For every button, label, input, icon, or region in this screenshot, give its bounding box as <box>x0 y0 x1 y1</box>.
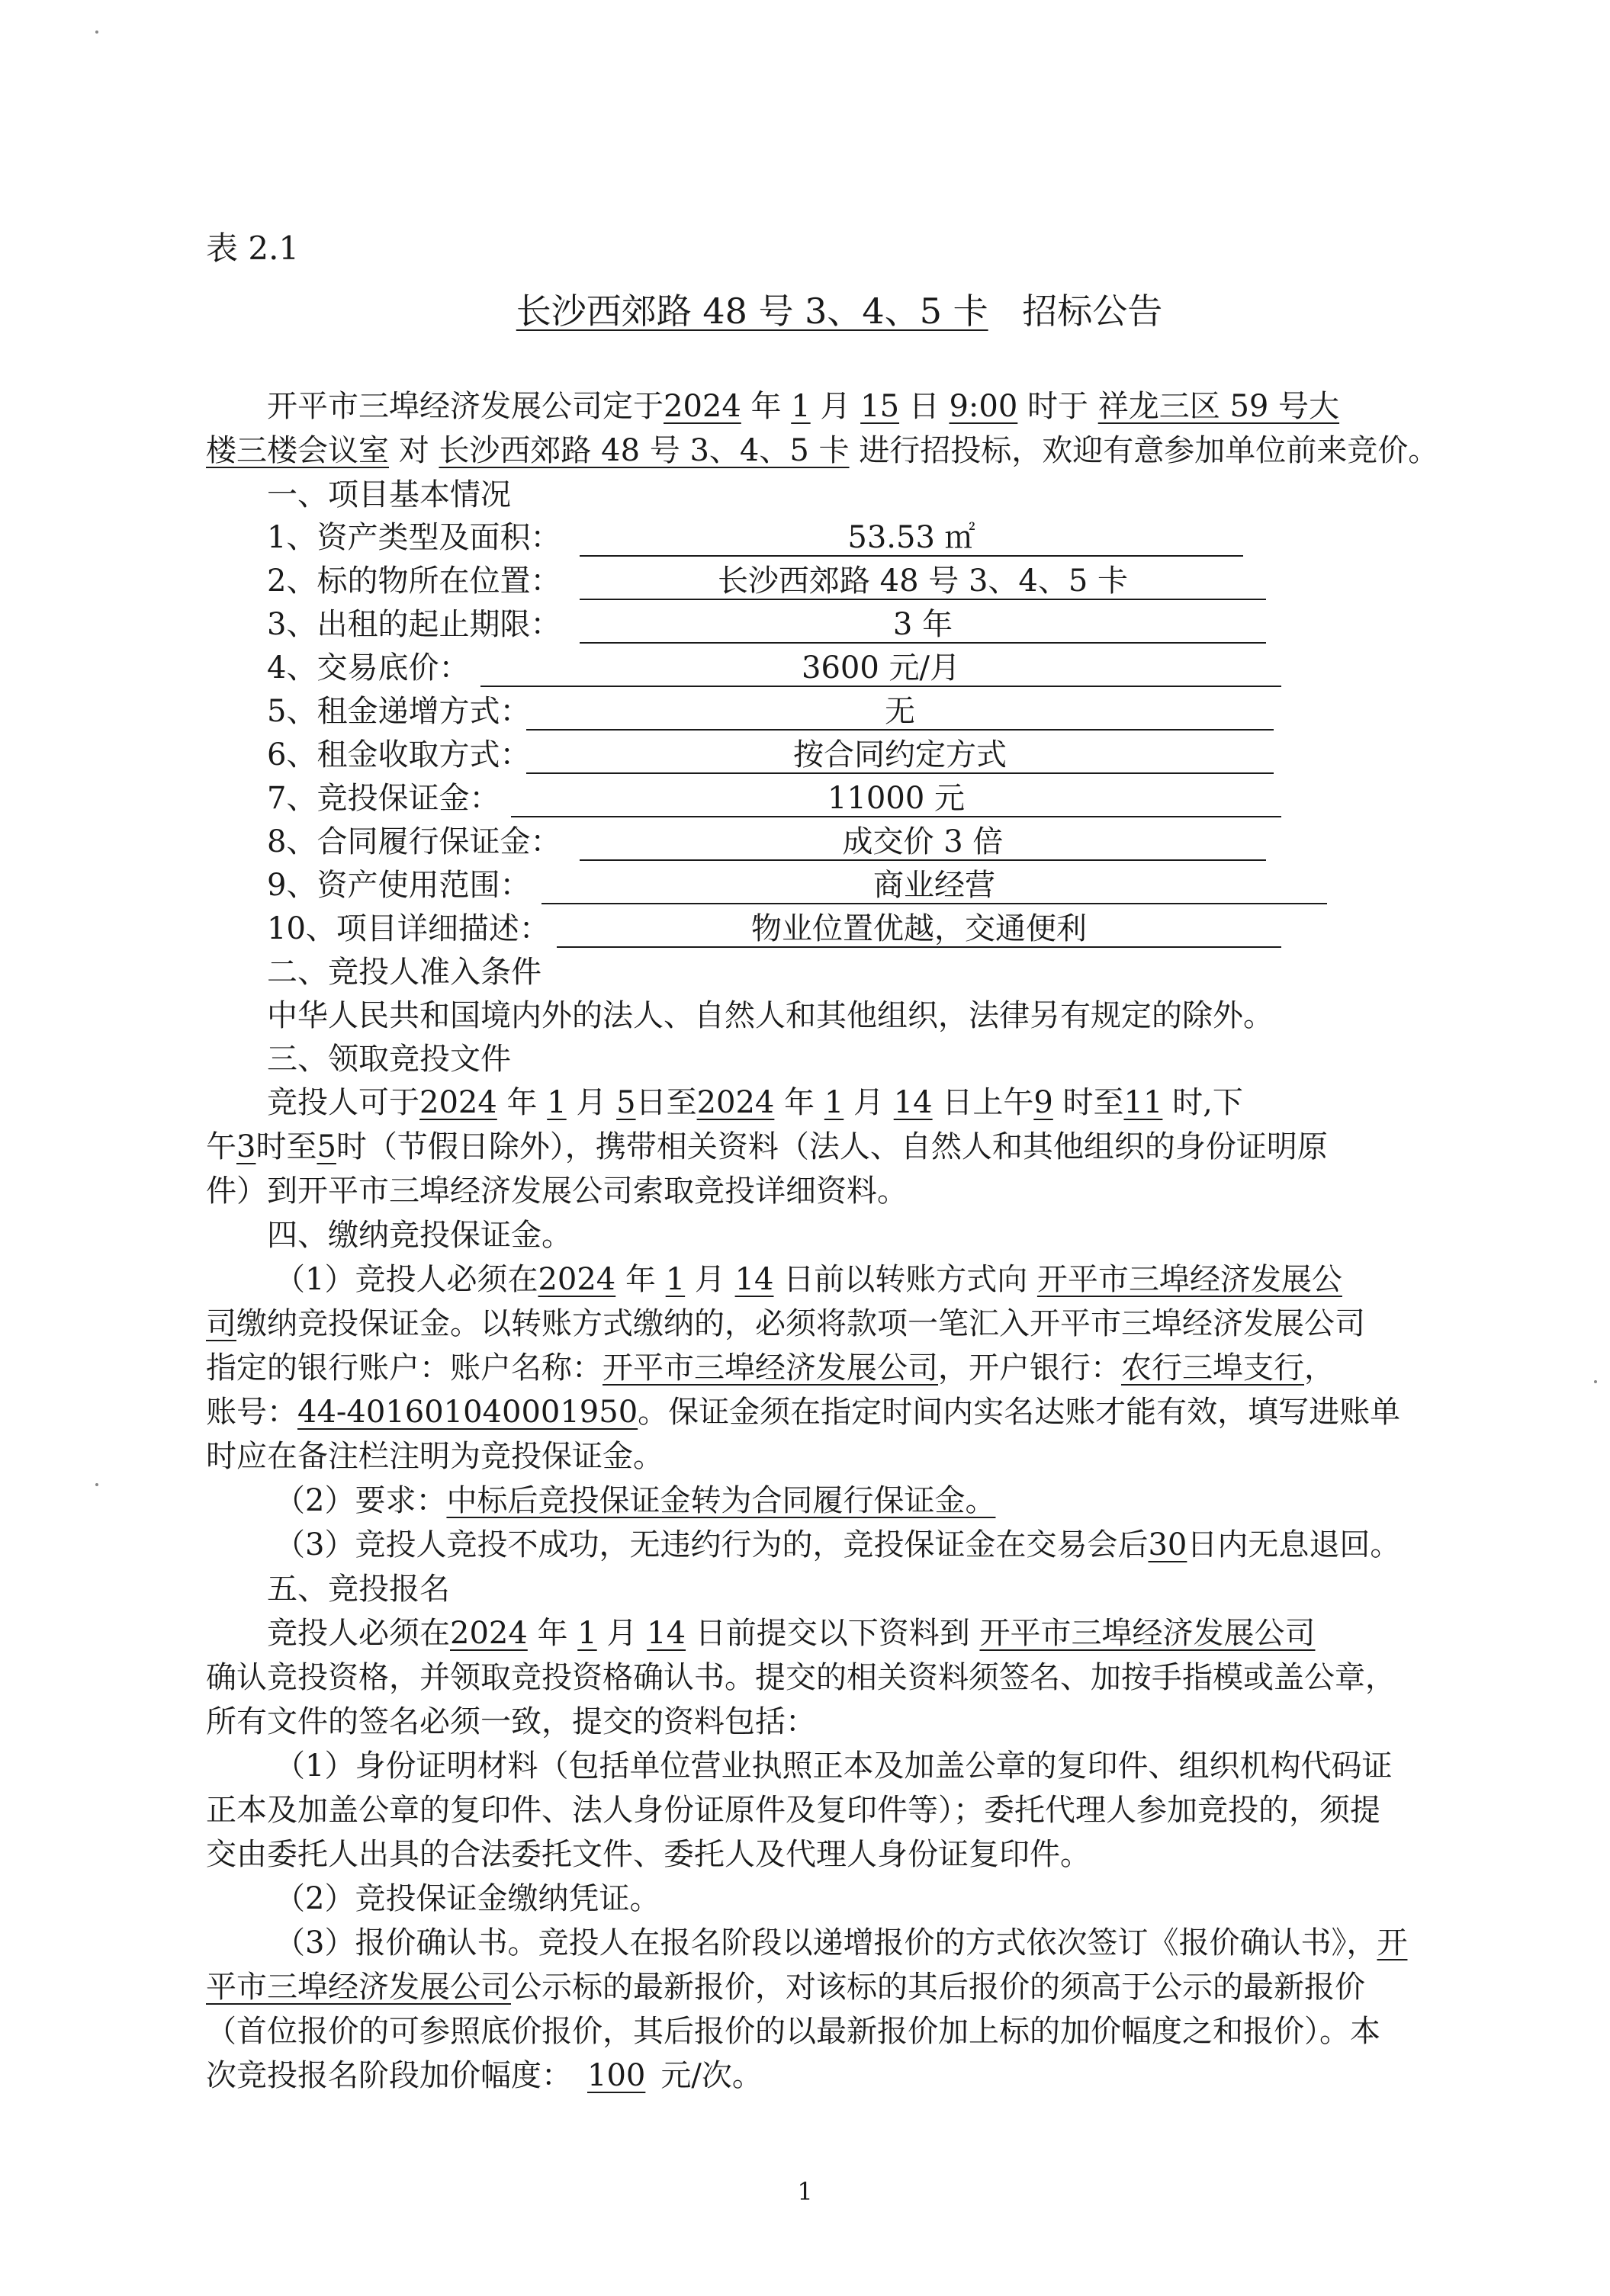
sec4-account-name: 开平市三埠经济发展公司 <box>603 1350 938 1386</box>
sec3-text: 年 <box>506 1085 538 1120</box>
info-row <box>267 734 1472 776</box>
intro-t: 时于 <box>1027 389 1089 424</box>
info-value: 长沙西郊路 48 号 3、4、5 卡 <box>580 564 1266 600</box>
sec5-text: 元/次。 <box>660 2058 763 2093</box>
intro-time: 9:00 <box>949 389 1018 424</box>
section-4-line-5: 时应在备注栏注明为竞投保证金。 <box>206 1439 664 1474</box>
sec3-text: 时至 <box>255 1129 317 1164</box>
section-5-line-4: （1）身份证明材料（包括单位营业执照正本及加盖公章的复印件、组织机构代码证 <box>275 1748 1393 1784</box>
sec4-text: ， <box>1304 1350 1335 1386</box>
section-5-heading: 五、竞投报名 <box>267 1572 450 1607</box>
scan-speck <box>95 1483 98 1486</box>
info-row <box>267 820 1472 863</box>
sec4-value: 14 <box>734 1262 774 1297</box>
info-value: 无 <box>526 694 1274 731</box>
sec4-bank: 农行三埠支行 <box>1121 1350 1304 1386</box>
sec3-value: 1 <box>824 1085 844 1120</box>
info-label: 5、租金递增方式： <box>267 694 531 729</box>
intro-place: 祥龙三区 59 号大 <box>1097 389 1340 424</box>
info-value: 3600 元/月 <box>480 650 1281 687</box>
section-4-heading: 四、缴纳竞投保证金。 <box>267 1218 572 1253</box>
info-row <box>267 777 1472 820</box>
sec4-account-number: 44-401601040001950 <box>297 1395 638 1430</box>
sec5-text: 日前提交以下资料到 <box>695 1616 970 1651</box>
sec3-text: 月 <box>576 1085 607 1120</box>
section-5-line-1 <box>267 1612 1472 1655</box>
info-label: 10、项目详细描述： <box>267 911 550 946</box>
info-label: 1、资产类型及面积： <box>267 520 561 555</box>
title-suffix: 招标公告 <box>1022 291 1163 332</box>
sec5-value: 14 <box>647 1616 686 1651</box>
section-3-line-1 <box>267 1081 1472 1124</box>
info-row <box>267 690 1472 733</box>
section-2-text: 中华人民共和国境内外的法人、自然人和其他组织，法律另有规定的除外。 <box>267 998 1274 1033</box>
intro-month: 1 <box>791 389 811 424</box>
section-3-line-2 <box>206 1126 1472 1168</box>
info-label: 9、资产使用范围： <box>267 868 531 903</box>
sec4-text: 月 <box>694 1262 725 1297</box>
section-5-line-6: 交由委托人出具的合法委托文件、委托人及代理人身份证复印件。 <box>206 1837 1091 1872</box>
title-project: 长沙西郊路 48 号 3、4、5 卡 <box>516 291 988 332</box>
sec3-text: 年 <box>784 1085 815 1120</box>
section-3-heading: 三、领取竞投文件 <box>267 1042 511 1077</box>
section-4-line-2 <box>206 1302 1472 1345</box>
sec4-value: 中标后竞投保证金转为合同履行保证金。 <box>446 1483 996 1518</box>
sec4-text: 年 <box>625 1262 656 1297</box>
section-5-line-8 <box>275 1922 1472 1964</box>
info-row <box>267 647 1472 689</box>
info-row <box>267 864 1472 907</box>
sec4-text: ，开户银行： <box>938 1350 1121 1386</box>
sec5-value: 100 <box>587 2058 646 2093</box>
info-label: 4、交易底价： <box>267 650 470 686</box>
sec4-text: （3）竞投人竞投不成功，无违约行为的，竞投保证金在交易会后 <box>275 1527 1149 1562</box>
section-5-line-9 <box>206 1966 1472 2009</box>
sec5-text: 年 <box>537 1616 568 1651</box>
sec4-text: 账号： <box>206 1395 297 1430</box>
info-value: 按合同约定方式 <box>526 737 1274 774</box>
intro-end: 进行招投标，欢迎有意参加单位前来竞价。 <box>859 433 1439 468</box>
section-1-heading: 一、项目基本情况 <box>267 477 511 512</box>
section-5-line-3: 所有文件的签名必须一致，提交的资料包括： <box>206 1704 816 1739</box>
section-5-line-7: （2）竞投保证金缴纳凭证。 <box>275 1881 660 1916</box>
sec3-value: 1 <box>547 1085 567 1120</box>
sec3-text: 时（节假日除外），携带相关资料（法人、自然人和其他组织的身份证明原 <box>336 1129 1328 1164</box>
section-5-line-5: 正本及加盖公章的复印件、法人身份证原件及复印件等）；委托代理人参加竞投的，须提 <box>206 1793 1380 1828</box>
intro-place: 楼三楼会议室 <box>206 433 389 468</box>
sec3-value: 2024 <box>696 1085 775 1120</box>
sec3-value: 11 <box>1123 1085 1163 1120</box>
sec3-text: 时,下 <box>1172 1085 1243 1120</box>
sec4-text: （1）竞投人必须在 <box>275 1262 538 1297</box>
scan-speck <box>95 31 98 34</box>
section-4-line-4 <box>206 1391 1472 1434</box>
sec4-text: 缴纳竞投保证金。以转账方式缴纳的，必须将款项一笔汇入开平市三埠经济发展公司 <box>236 1306 1365 1341</box>
section-2-heading: 二、竞投人准入条件 <box>267 955 541 990</box>
intro-project: 长沙西郊路 48 号 3、4、5 卡 <box>439 433 850 468</box>
sec3-text: 竞投人可于 <box>267 1085 419 1120</box>
sec5-value: 开 <box>1377 1925 1408 1960</box>
sec4-text: 。保证金须在指定时间内实名达账才能有效，填写进账单 <box>638 1395 1401 1430</box>
sec5-value: 2024 <box>450 1616 528 1651</box>
sec5-value: 开平市三埠经济发展公司 <box>979 1616 1316 1651</box>
intro-t: 对 <box>398 433 429 468</box>
sec5-text: 次竞投报名阶段加价幅度： <box>206 2058 572 2093</box>
sec5-value: 平市三埠经济发展公司 <box>206 1970 511 2005</box>
sec4-value: 2024 <box>538 1262 616 1297</box>
info-value: 商业经营 <box>541 868 1327 904</box>
intro-day: 15 <box>860 389 900 424</box>
intro-company: 开平市三埠经济发展公司定于 <box>267 389 664 424</box>
section-5-line-2: 确认竞投资格，并领取竞投资格确认书。提交的相关资料须签名、加按手指模或盖公章， <box>206 1660 1396 1695</box>
sec5-text: 公示标的最新报价，对该标的其后报价的须高于公示的最新报价 <box>511 1970 1365 2005</box>
info-label: 2、标的物所在位置： <box>267 564 561 599</box>
intro-t: 月 <box>820 389 851 424</box>
table-number: 表 2.1 <box>206 230 300 267</box>
sec3-value: 2024 <box>419 1085 497 1120</box>
section-4-line-7 <box>275 1524 1472 1566</box>
section-3-line-3: 件）到开平市三埠经济发展公司索取竞投详细资料。 <box>206 1174 908 1209</box>
section-5-line-10: （首位报价的可参照底价报价，其后报价的以最新报价加上标的加价幅度之和报价）。本 <box>206 2014 1380 2049</box>
info-value: 物业位置优越，交通便利 <box>557 911 1281 948</box>
sec3-text: 日上午 <box>942 1085 1034 1120</box>
info-value: 3 年 <box>580 607 1266 644</box>
sec4-value: 30 <box>1148 1527 1187 1562</box>
info-row <box>267 560 1472 602</box>
sec3-text: 日至 <box>635 1085 697 1120</box>
sec4-value: 司 <box>206 1306 236 1341</box>
sec4-text: 日内无息退回。 <box>1187 1527 1401 1562</box>
sec5-text: 竞投人必须在 <box>267 1616 450 1651</box>
section-5-line-11 <box>206 2054 1472 2097</box>
info-value: 11000 元 <box>511 781 1281 817</box>
info-row <box>267 603 1472 646</box>
sec3-value: 3 <box>236 1129 256 1164</box>
info-value: 53.53 ㎡ <box>580 520 1243 557</box>
info-label: 8、合同履行保证金： <box>267 824 561 859</box>
info-row <box>267 516 1472 559</box>
sec3-text: 午 <box>206 1129 236 1164</box>
sec5-value: 1 <box>577 1616 597 1651</box>
section-4-line-1 <box>275 1258 1472 1301</box>
sec5-text: 月 <box>606 1616 638 1651</box>
section-4-line-6 <box>275 1479 1472 1522</box>
sec3-value: 9 <box>1033 1085 1053 1120</box>
sec4-value: 1 <box>665 1262 686 1297</box>
intro-t: 年 <box>750 389 782 424</box>
intro-year: 2024 <box>664 389 741 424</box>
intro-t: 日 <box>908 389 940 424</box>
info-row <box>267 907 1472 950</box>
sec3-value: 14 <box>893 1085 933 1120</box>
intro-line-1 <box>267 385 1472 428</box>
sec3-value: 5 <box>317 1129 336 1164</box>
sec3-text: 月 <box>853 1085 884 1120</box>
info-label: 3、出租的起止期限： <box>267 607 561 642</box>
info-label: 7、竞投保证金： <box>267 781 500 816</box>
page-number: 1 <box>797 2177 813 2206</box>
intro-line-2 <box>206 429 1472 472</box>
sec3-value: 5 <box>616 1085 636 1120</box>
section-4-line-3 <box>206 1347 1472 1389</box>
sec4-value: 开平市三埠经济发展公 <box>1036 1262 1342 1297</box>
info-value: 成交价 3 倍 <box>580 824 1266 861</box>
scan-speck <box>1594 1380 1597 1383</box>
page-title <box>0 290 1610 332</box>
sec3-text: 时至 <box>1062 1085 1124 1120</box>
sec4-text: 指定的银行账户：账户名称： <box>206 1350 603 1386</box>
sec5-text: （3）报价确认书。竞投人在报名阶段以递增报价的方式依次签订《报价确认书》， <box>275 1925 1377 1960</box>
info-label: 6、租金收取方式： <box>267 737 531 772</box>
sec4-text: （2）要求： <box>275 1483 447 1518</box>
sec4-text: 日前以转账方式向 <box>783 1262 1028 1297</box>
